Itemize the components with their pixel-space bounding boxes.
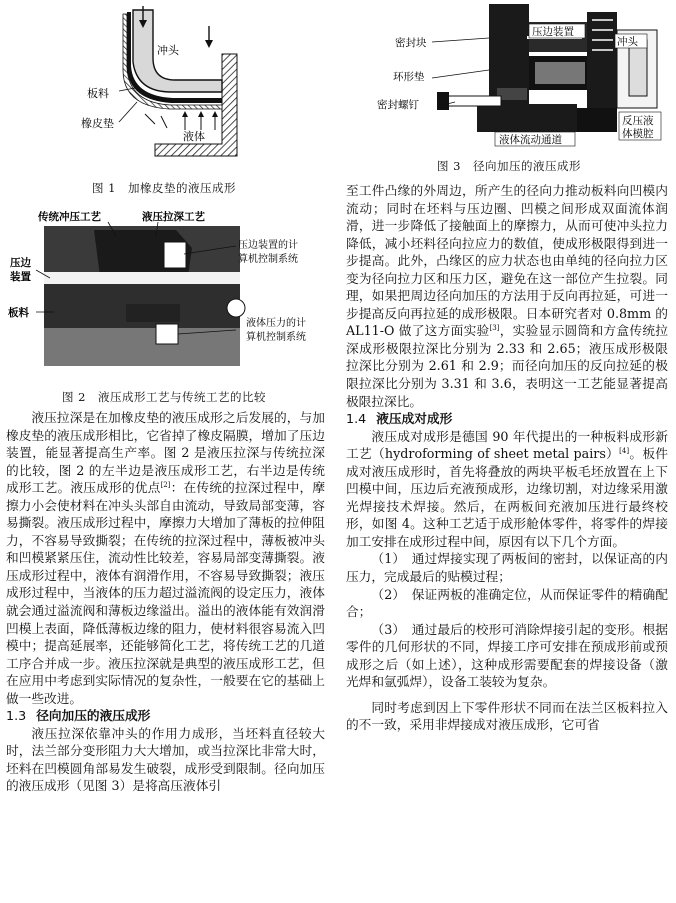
left-paragraph-2: 液压拉深依靠冲头的作用力成形，当坯料直径较大时，法兰部分变形阻力大大增加，或当拉深比非常大时，坯料在凹模圆角部易发生破裂，成形受到限制。径向加压的液压成形（见图 3）是将高压液体引	[6, 725, 325, 794]
fig2-label-binder-2: 装置	[10, 271, 31, 283]
fig2-label-binder-1: 压边	[10, 257, 31, 269]
fig3-label-binder: 压边装置	[532, 26, 574, 38]
fig2-label-blank: 板料	[8, 307, 29, 319]
section-1-4-heading: 1.4 液压成对成形	[346, 411, 453, 427]
fig2-label-binder-ctrl-2: 算机控制系统	[238, 254, 298, 265]
fig1-label-punch: 冲头	[157, 44, 179, 57]
fig1-label-blank: 板料	[87, 87, 109, 100]
right-column	[346, 182, 668, 734]
left-column	[6, 409, 325, 795]
fig1-label-rubber-pad: 橡皮垫	[81, 117, 114, 130]
citation-2[interactable]: [2]	[160, 480, 171, 489]
fig2-label-traditional: 传统冲压工艺	[38, 211, 101, 223]
right-paragraph-3: 同时考虑到因上下零件形状不同而在法兰区板料拉入的不一致，采用非焊接成对液压成形，它可省	[346, 699, 668, 733]
figure-2-drawing	[6, 208, 338, 376]
fig3-label-seal-bolt: 密封螺钉	[377, 99, 419, 111]
fig3-label-punch: 冲头	[617, 36, 638, 48]
fig3-label-reverse-1: 反压液	[622, 115, 654, 127]
figure-1-drawing	[75, 4, 275, 169]
figure-3-caption: 图 3 径向加压的液压成形	[437, 159, 581, 173]
fig2-label-pressure-ctrl-2: 算机控制系统	[246, 332, 306, 343]
list-item-3: （3） 通过最后的校形可消除焊接引起的变形。根据零件的几何形状的不同，焊接工序可安排在预成形前或预成形之后（如上述），这种成形需要配套的焊接设备（激光焊和氩弧焊），设备工装较为复杂。	[346, 621, 668, 690]
figure-3-drawing	[377, 0, 667, 150]
fig2-label-hydro: 液压拉深工艺	[142, 211, 205, 223]
figure-1-caption: 图 1 加橡皮垫的液压成形	[92, 181, 236, 195]
fig3-label-ring-pad: 环形垫	[393, 71, 425, 83]
section-1-3-heading: 1.3 径向加压的液压成形	[6, 708, 151, 724]
left-paragraph-1: 液压拉深是在加橡皮垫的液压成形之后发展的，与加橡皮垫的液压成形相比，它省掉了橡皮隔膜，增加了压边装置，能显著提高生产率。图 2 是液压拉深与传统拉深的比较，图 2 的左半边是液压成形工艺，右半边是传统成形工艺。液压成形的优点[2]：在传统的拉深过程中，摩擦力小会使材料在冲头头部自由流动，导致局部变薄，容易撕裂。液压成形过程中，摩擦力大增加了薄板的拉伸阻力，不容易导致撕裂；在传统的拉深过程中，薄板被冲头和凹模紧紧压住，流动性比较差，容易局部变薄撕裂。液压成形过程中，液体有润滑作用，不容易导致撕裂；液压成形过程中，当液体的压力超过溢流阀的设定压力，液体就会通过溢流阀和薄板边缘溢出。溢出的液体能有效润滑凹模上表面，降低薄板边缘的阻力，使材料很容易流入凹模中；提高延展率，还能够简化工艺，将传统工艺的几道工序合并成一步。液压拉深就是典型的液压成形工艺，但在应用中考虑到实际情况的复杂性，一般要在它的基础上做一些改进。	[6, 410, 326, 706]
fig3-label-channel: 液体流动通道	[499, 134, 562, 146]
citation-4[interactable]: [4]	[619, 446, 630, 455]
list-item-1: （1） 通过焊接实现了两板间的密封，以保证高的内压力，完成最后的贴模过程；	[346, 551, 668, 585]
right-paragraph-2: 液压成对成形是德国 90 年代提出的一种板料成形新工艺（hydroforming of sheet metal pairs）[4]。板件成对液压成形时，首先将叠放的两块平板毛坯放置在上下凹模中间，压边后充液预成形，边缘切割，对边缘采用激光焊接技术焊接。然后，在两板间充液加压进行最终校形，如图 4。这种工艺适于成形舱体零件，将零件的焊接加工安排在成形过程中间，原因有以下几个方面。	[346, 428, 668, 549]
right-paragraph-1: 至工件凸缘的外周边，所产生的径向力推动板料向凹模内流动；同时在坯料与压边圈、凹模之间形成双面流体润滑，进一步降低了接触面上的摩擦力，从而可使冲头拉力降低，减小坯料径向拉应力的数值，使成形极限得到进一步提高。此外，凸缘区的应力状态也由单纯的径向拉力区变为径向拉力区和压力区，避免在这一部位产生拉裂。同理，如果把周边径向加压的方法用于反向再拉延，可进一步提高反向再拉延的成形极限。日本研究者对 0.8mm 的 AL11-O 做了这方面实验[3]，实验显示圆筒和方盒传统拉深成形极限拉深比分别为 2.33 和 2.65；液压成形极限拉深比分别为 2.61 和 2.9；而径向加压的反向拉延的极限拉深比分别为 3.31 和 3.6，表明这一工艺能显著提高极限拉深比。	[346, 183, 668, 409]
figure-2-caption: 图 2 液压成形工艺与传统工艺的比较	[62, 390, 266, 404]
fig2-label-binder-ctrl-1: 压边装置的计	[238, 240, 298, 251]
list-item-2: （2） 保证两板的准确定位，从而保证零件的精确配合；	[346, 586, 668, 620]
fig3-label-seal-block: 密封块	[395, 37, 427, 49]
fig2-label-pressure-ctrl-1: 液体压力的计	[246, 318, 306, 329]
fig1-label-liquid: 液体	[183, 130, 205, 143]
citation-3[interactable]: [3]	[489, 324, 500, 333]
fig3-label-reverse-2: 体模腔	[622, 128, 654, 140]
